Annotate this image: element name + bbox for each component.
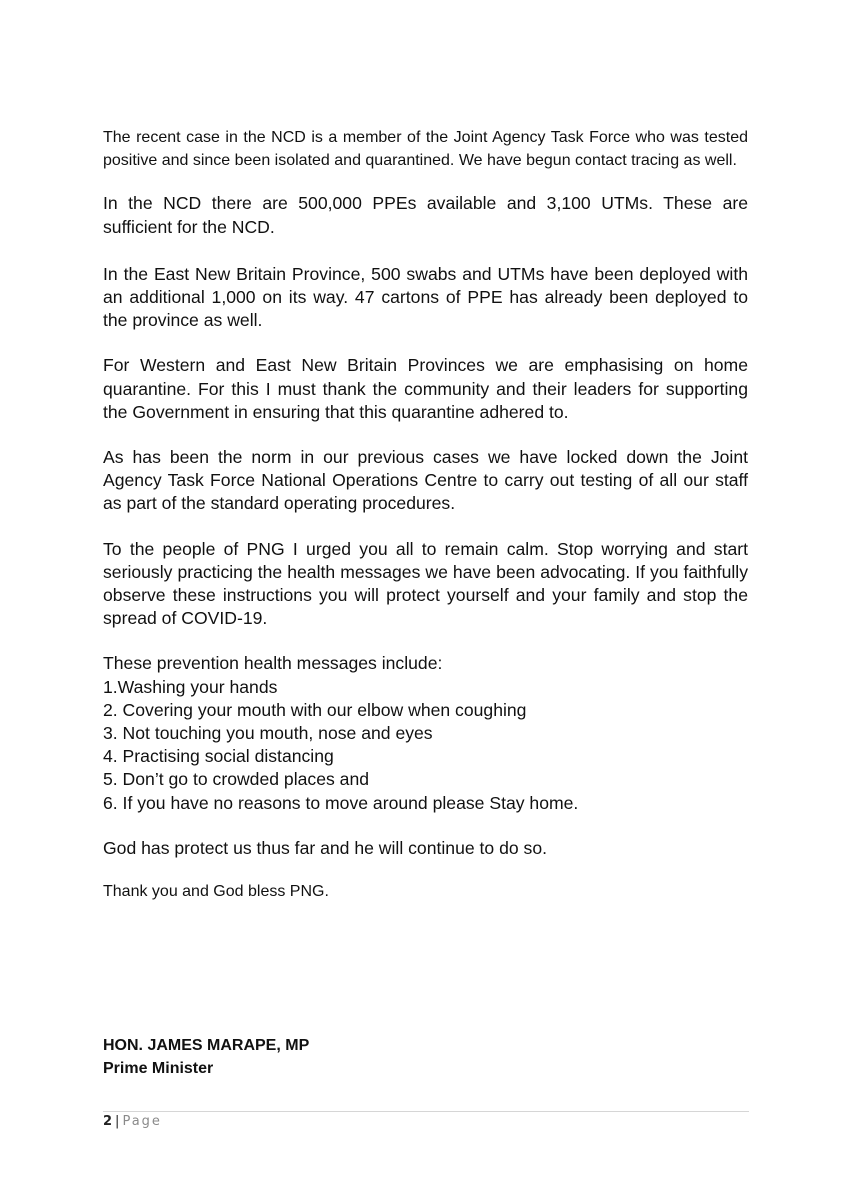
list-intro: These prevention health messages include: (103, 653, 443, 674)
paragraph-remain-calm: To the people of PNG I urged you all to remain calm. Stop worrying and start seriously practicing the health messages we have been advocating. If you faithfully observe these instructions you will protect yourself and your family and stop the spread of COVID-19. (103, 538, 748, 629)
paragraph-thank-you: Thank you and God bless PNG. (103, 883, 329, 901)
signature-block (103, 1034, 309, 1080)
paragraph-lockdown: As has been the norm in our previous cases we have locked down the Joint Agency Task Force National Operations Centre to carry out testing of all our staff as part of the standard operating procedures. (103, 447, 748, 514)
list-item: 2. Covering your mouth with our elbow when coughing (103, 699, 527, 720)
paragraph-home-quarantine: For Western and East New Britain Provinces we are emphasising on home quarantine. For this I must thank the community and their leaders for supporting the Government in ensuring that this quarantine adhered to. (103, 355, 748, 422)
list-item: 4. Practising social distancing (103, 746, 334, 767)
list-item: 6. If you have no reasons to move around please Stay home. (103, 792, 579, 813)
health-messages-list (103, 676, 748, 815)
page-label: Page (122, 1114, 162, 1129)
paragraph-ncd-ppe: In the NCD there are 500,000 PPEs available and 3,100 UTMs. These are sufficient for the NCD. (103, 193, 748, 237)
page-footer (103, 1114, 162, 1129)
list-item: 3. Not touching you mouth, nose and eyes (103, 723, 433, 744)
paragraph-god-protect: God has protect us thus far and he will continue to do so. (103, 837, 548, 858)
health-messages-section (103, 652, 748, 814)
document-body (103, 126, 748, 903)
paragraph-enb-swabs: In the East New Britain Province, 500 swabs and UTMs have been deployed with an additional 1,000 on its way. 47 cartons of PPE has already been deployed to the province as well. (103, 263, 748, 331)
signatory-name: HON. JAMES MARAPE, MP (103, 1037, 310, 1054)
footer-separator: | (115, 1114, 120, 1129)
page-number: 2 (103, 1114, 113, 1129)
signatory-title: Prime Minister (103, 1060, 214, 1077)
paragraph-ncd-case: The recent case in the NCD is a member of the Joint Agency Task Force who was tested positive and since been isolated and quarantined. We have begun contact tracing as well. (103, 129, 748, 170)
list-item: 5. Don’t go to crowded places and (103, 769, 370, 790)
footer-divider (103, 1111, 749, 1112)
list-item: 1.Washing your hands (103, 676, 278, 697)
